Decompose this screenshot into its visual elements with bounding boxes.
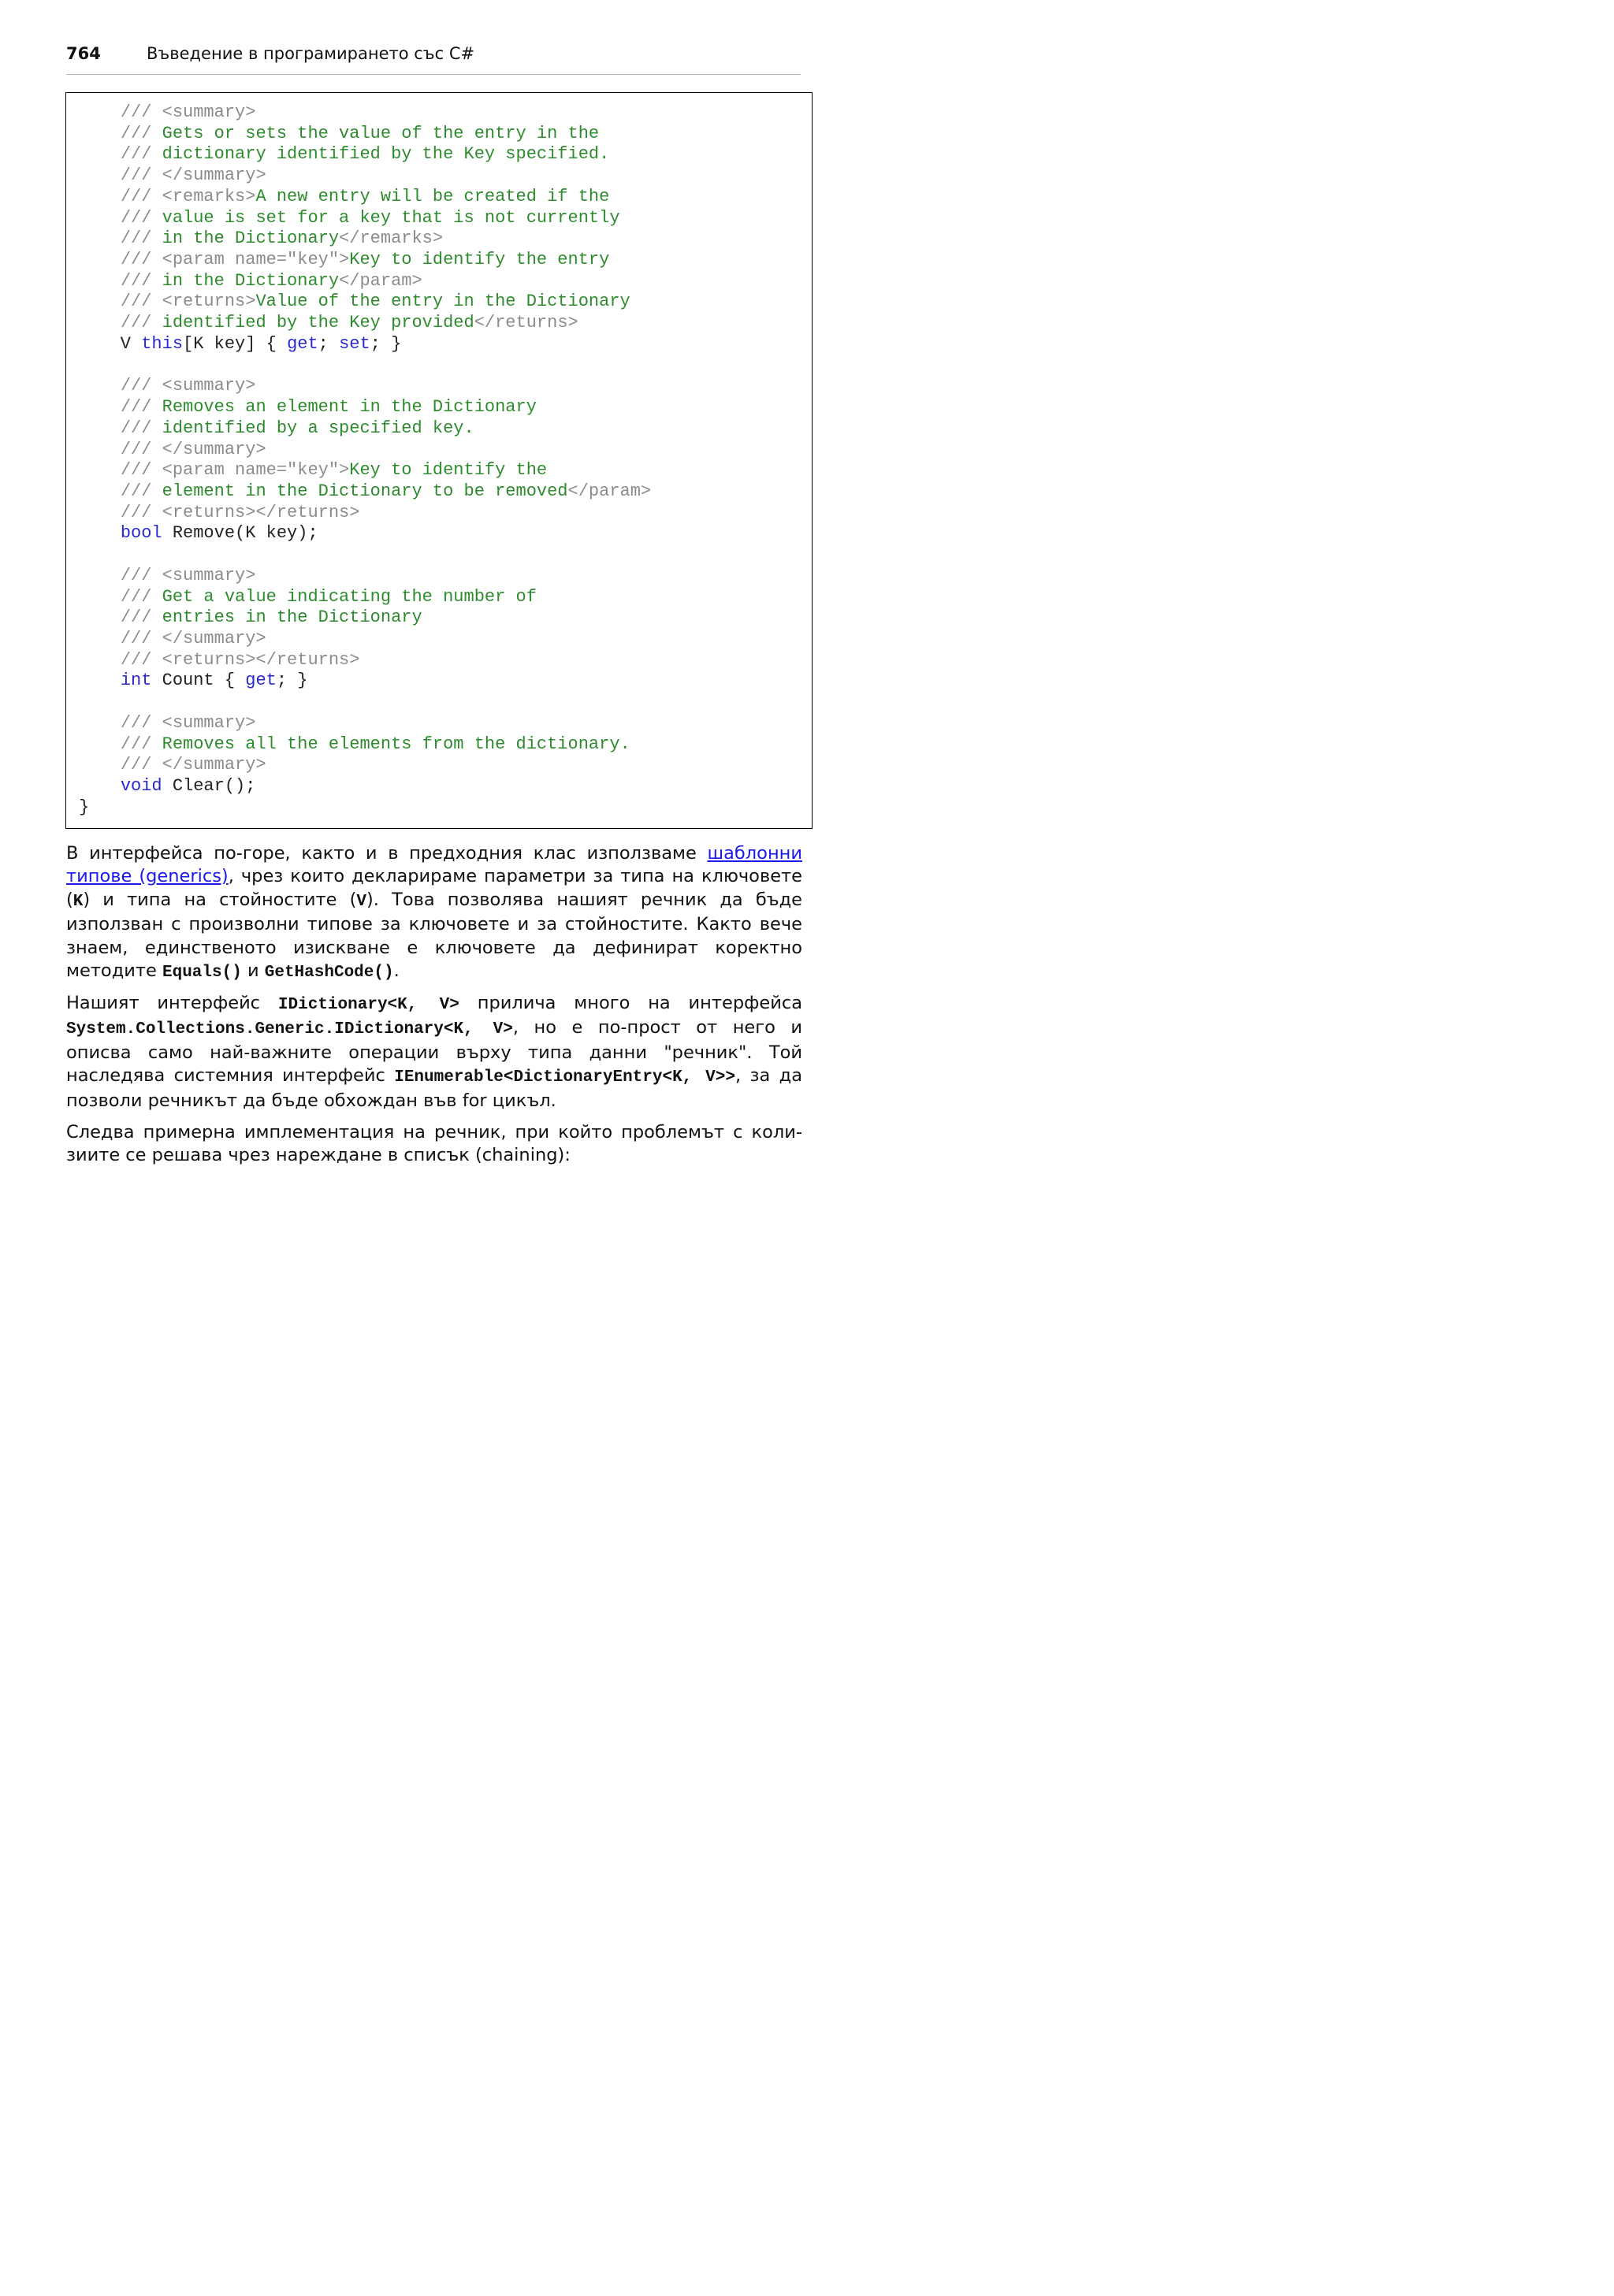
code-line (79, 734, 651, 756)
code-token: <summary> (162, 712, 256, 733)
page-number: 764 (66, 44, 101, 63)
code-token: [K key] { (183, 333, 288, 354)
code-token: <summary> (162, 376, 256, 396)
code-line (79, 271, 651, 292)
code-line (79, 440, 651, 461)
code-token: /// (120, 228, 162, 249)
code-token: /// (120, 502, 162, 522)
inline-code: GetHashCode() (264, 964, 394, 983)
code-token: bool (120, 523, 162, 544)
paragraph-text: ). Това позволява нашият речник да бъде използван с произволни типове за ключовете и за стойностите. Както вече знаем, единственото изискване е ключовете да дефинират коректно методите (66, 889, 802, 982)
code-token: identified by a specified key. (162, 418, 474, 438)
code-token (79, 587, 121, 607)
page-header (66, 43, 801, 75)
paragraph-text: Следва примерна имплементация на речник, при който проблемът с коли-зиите се решава чрез нареждане в списък (chaining): (66, 1122, 802, 1166)
code-token: /// (120, 734, 162, 754)
code-line (79, 102, 651, 124)
paragraph-idictionary (66, 992, 802, 1113)
code-token: Removes an element in the Dictionary (162, 397, 537, 418)
code-line (79, 376, 651, 397)
code-token: /// (120, 270, 162, 291)
code-token: /// (120, 649, 162, 670)
code-token: dictionary identified by the Key specified. (162, 144, 610, 165)
code-line (79, 355, 651, 377)
code-token: </param> (339, 270, 422, 291)
code-token: </returns> (474, 313, 578, 333)
paragraph-text: и (241, 960, 265, 982)
code-token: /// (120, 376, 162, 396)
code-token: /// (120, 165, 162, 186)
code-token: ; } (370, 333, 402, 354)
code-token: <returns></returns> (162, 502, 360, 522)
code-token: Value of the entry in the Dictionary (255, 292, 630, 312)
code-token: </param> (567, 481, 652, 501)
code-line (79, 124, 651, 145)
book-page (0, 0, 867, 1233)
code-token (79, 376, 121, 396)
paragraph-text: прилича много на интерфейса (459, 993, 802, 1013)
code-token: /// (120, 628, 162, 648)
code-token: Removes all the elements from the dictionary. (162, 734, 630, 754)
code-token: Get a value indicating the number of (162, 586, 537, 607)
code-token (79, 418, 121, 438)
code-token (79, 481, 121, 501)
code-token: /// (120, 250, 162, 270)
code-token: } (79, 797, 90, 817)
code-token: <returns> (162, 292, 256, 312)
paragraph-implementation-intro (66, 1121, 802, 1168)
code-token: V (79, 333, 142, 354)
code-token: Key to identify the entry (349, 250, 610, 270)
inline-code: K (73, 892, 84, 911)
code-token: /// (120, 397, 162, 418)
code-token (79, 397, 121, 417)
code-line (79, 523, 651, 544)
code-token: /// (120, 565, 162, 585)
code-token: in the Dictionary (162, 270, 340, 291)
inline-code: System.Collections.Generic.IDictionary<K, V> (66, 1020, 513, 1039)
inline-code: IEnumerable<DictionaryEntry<K, V>> (394, 1068, 735, 1087)
code-line (79, 587, 651, 608)
code-line (79, 650, 651, 671)
code-token (79, 187, 121, 206)
code-token (79, 776, 121, 796)
code-token: /// (120, 123, 162, 143)
code-line (79, 418, 651, 440)
code-token (79, 629, 121, 648)
code-token (79, 671, 121, 690)
code-token: </summary> (162, 439, 266, 459)
code-token (79, 165, 121, 185)
code-token: identified by the Key provided (162, 313, 474, 333)
code-line (79, 250, 651, 271)
code-token: this (141, 333, 184, 354)
code-token: /// (120, 439, 162, 459)
code-token: /// (120, 712, 162, 733)
code-token: </summary> (162, 755, 266, 775)
code-token: <param name="key"> (162, 250, 350, 270)
code-token: /// (120, 460, 162, 481)
code-token: /// (120, 481, 162, 501)
code-listing (79, 102, 651, 818)
code-line (79, 208, 651, 229)
code-line (79, 313, 651, 334)
code-token: /// (120, 418, 162, 438)
code-token (79, 271, 121, 291)
code-token: Count { (151, 671, 246, 691)
code-token: in the Dictionary (162, 228, 340, 249)
code-token: /// (120, 102, 162, 122)
code-line (79, 544, 651, 566)
code-token: Gets or sets the value of the entry in the (162, 123, 600, 143)
code-line (79, 671, 651, 692)
code-line (79, 797, 651, 819)
code-line (79, 692, 651, 713)
code-line (79, 607, 651, 629)
code-line (79, 292, 651, 313)
code-token: Remove(K key); (162, 523, 318, 544)
code-token: <returns></returns> (162, 649, 360, 670)
code-line (79, 165, 651, 187)
code-line (79, 481, 651, 503)
code-token: element in the Dictionary to be removed (162, 481, 568, 501)
generics-link[interactable]: шаблонни типове (generics) (66, 843, 802, 887)
code-token (79, 228, 121, 248)
paragraph-text: , за да позволи речникът да бъде обхождан във for цикъл. (66, 1065, 802, 1111)
code-token: entries in the Dictionary (162, 607, 422, 628)
paragraph-text: В интерфейса по-горе, както и в предходния клас използваме (66, 843, 708, 864)
code-line (79, 334, 651, 355)
code-token: ; (318, 333, 340, 354)
inline-code: V (356, 892, 367, 911)
code-token: Clear(); (162, 776, 256, 796)
code-token: <param name="key"> (162, 460, 350, 481)
code-token (79, 440, 121, 459)
code-line (79, 566, 651, 587)
code-token: int (120, 671, 152, 691)
book-title: Въведение в програмирането със C# (147, 44, 475, 63)
code-token (79, 124, 121, 143)
paragraph-text: , но е по-прост от него и описва само най-важните операции върху типа данни "речник". Той наследява системния интерфейс (66, 1017, 802, 1087)
code-token (79, 650, 121, 670)
code-token (79, 313, 121, 333)
code-line (79, 228, 651, 250)
paragraph-text: , чрез които декларираме параметри за типа на ключовете ( (66, 866, 803, 910)
code-token (79, 208, 121, 228)
code-token: /// (120, 186, 162, 206)
code-line (79, 629, 651, 650)
code-line (79, 144, 651, 165)
code-token: </remarks> (339, 228, 444, 249)
code-listing-box (65, 92, 813, 829)
code-token: get (287, 333, 318, 354)
code-token (79, 460, 121, 480)
code-token (79, 755, 121, 775)
code-token: </summary> (162, 165, 266, 186)
code-token: /// (120, 755, 162, 775)
paragraph-text: ) и типа на стойностите ( (83, 889, 357, 910)
code-token: Key to identify the (349, 460, 548, 481)
code-line (79, 397, 651, 418)
code-line (79, 755, 651, 776)
code-token (79, 607, 121, 627)
code-token: set (339, 333, 370, 354)
code-token: get (245, 671, 277, 691)
code-token: /// (120, 586, 162, 607)
inline-code: Equals() (162, 964, 242, 983)
code-token (79, 144, 121, 164)
paragraph-generics (66, 842, 802, 984)
code-token (79, 713, 121, 733)
code-token (79, 102, 121, 122)
code-token (79, 250, 121, 269)
code-token: <summary> (162, 102, 256, 122)
code-token: value is set for a key that is not currently (162, 207, 620, 228)
code-token: /// (120, 207, 162, 228)
code-token: ; } (276, 671, 308, 691)
code-token: /// (120, 607, 162, 628)
code-token: /// (120, 292, 162, 312)
code-token: A new entry will be created if the (255, 186, 610, 206)
code-token: /// (120, 313, 162, 333)
code-token: </summary> (162, 628, 266, 648)
code-token (79, 503, 121, 522)
code-line (79, 187, 651, 208)
code-token (79, 292, 121, 311)
code-token: void (120, 776, 162, 796)
code-token (79, 523, 121, 543)
code-line (79, 713, 651, 734)
paragraph-text: Нашият интерфейс (66, 993, 278, 1013)
inline-code: IDictionary<K, V> (277, 996, 459, 1014)
code-line (79, 776, 651, 797)
code-token: <summary> (162, 565, 256, 585)
paragraph-text: . (393, 960, 400, 982)
code-line (79, 503, 651, 524)
code-line (79, 460, 651, 481)
code-token (79, 734, 121, 754)
code-token (79, 566, 121, 585)
code-token: <remarks> (162, 186, 256, 206)
code-token: /// (120, 144, 162, 165)
